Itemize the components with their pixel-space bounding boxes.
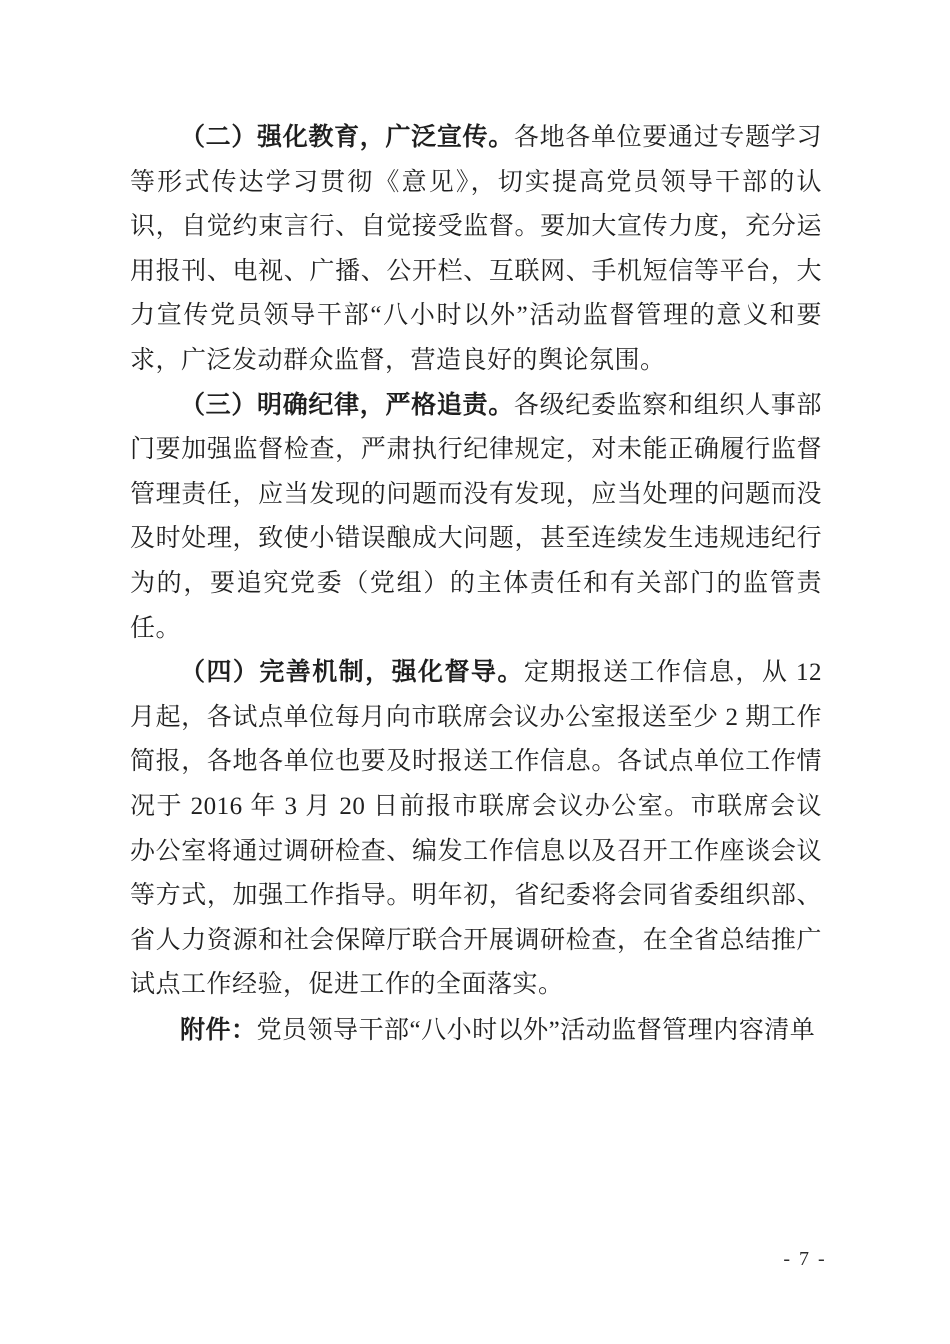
paragraph-attachment <box>130 1008 822 1054</box>
attachment-title: 党员领导干部“八小时以外”活动监督管理内容清单 <box>256 1016 816 1044</box>
paragraph-section-3-heading: （三）明确纪律，严格追责。 <box>180 391 514 419</box>
page-number: - 7 - <box>783 1248 827 1270</box>
attachment-label: 附件： <box>180 1015 257 1044</box>
paragraph-section-4-text: 定期报送工作信息，从 12 月起，各试点单位每月向市联席会议办公室报送至少 2 期工作简报，各地各单位也要及时报送工作信息。各试点单位工作情况于 2016 年 3 月 20 日前报市联席会议办公室。市联席会议办公室将通过调研检查、编发工作信息以及召开工作座谈会议等方式，加强工作指导。明年初，省纪委将会同省委组织部、省人力资源和社会保障厅联合开展调研检查，在全省总结推广试点工作经验，促进工作的全面落实。 <box>130 659 822 999</box>
document-body <box>130 116 822 1053</box>
paragraph-section-2-heading: （二）强化教育，广泛宣传。 <box>180 124 514 151</box>
paragraph-section-2-text: 各地各单位要通过专题学习等形式传达学习贯彻《意见》，切实提高党员领导干部的认识，自觉约束言行、自觉接受监督。要加大宣传力度，充分运用报刊、电视、广播、公开栏、互联网、手机短信等平台，大力宣传党员领导干部“八小时以外”活动监督管理的意义和要求，广泛发动群众监督，营造良好的舆论氛围。 <box>130 124 822 374</box>
paragraph-section-3 <box>130 384 822 652</box>
paragraph-section-4 <box>130 651 822 1008</box>
paragraph-section-4-heading: （四）完善机制，强化督导。 <box>180 659 524 687</box>
paragraph-section-2 <box>130 116 822 384</box>
paragraph-section-3-text: 各级纪委监察和组织人事部门要加强监督检查，严肃执行纪律规定，对未能正确履行监督管理责任，应当发现的问题而没有发现，应当处理的问题而没及时处理，致使小错误酿成大问题，甚至连续发生违规违纪行为的，要追究党委（党组）的主体责任和有关部门的监管责任。 <box>130 391 822 642</box>
